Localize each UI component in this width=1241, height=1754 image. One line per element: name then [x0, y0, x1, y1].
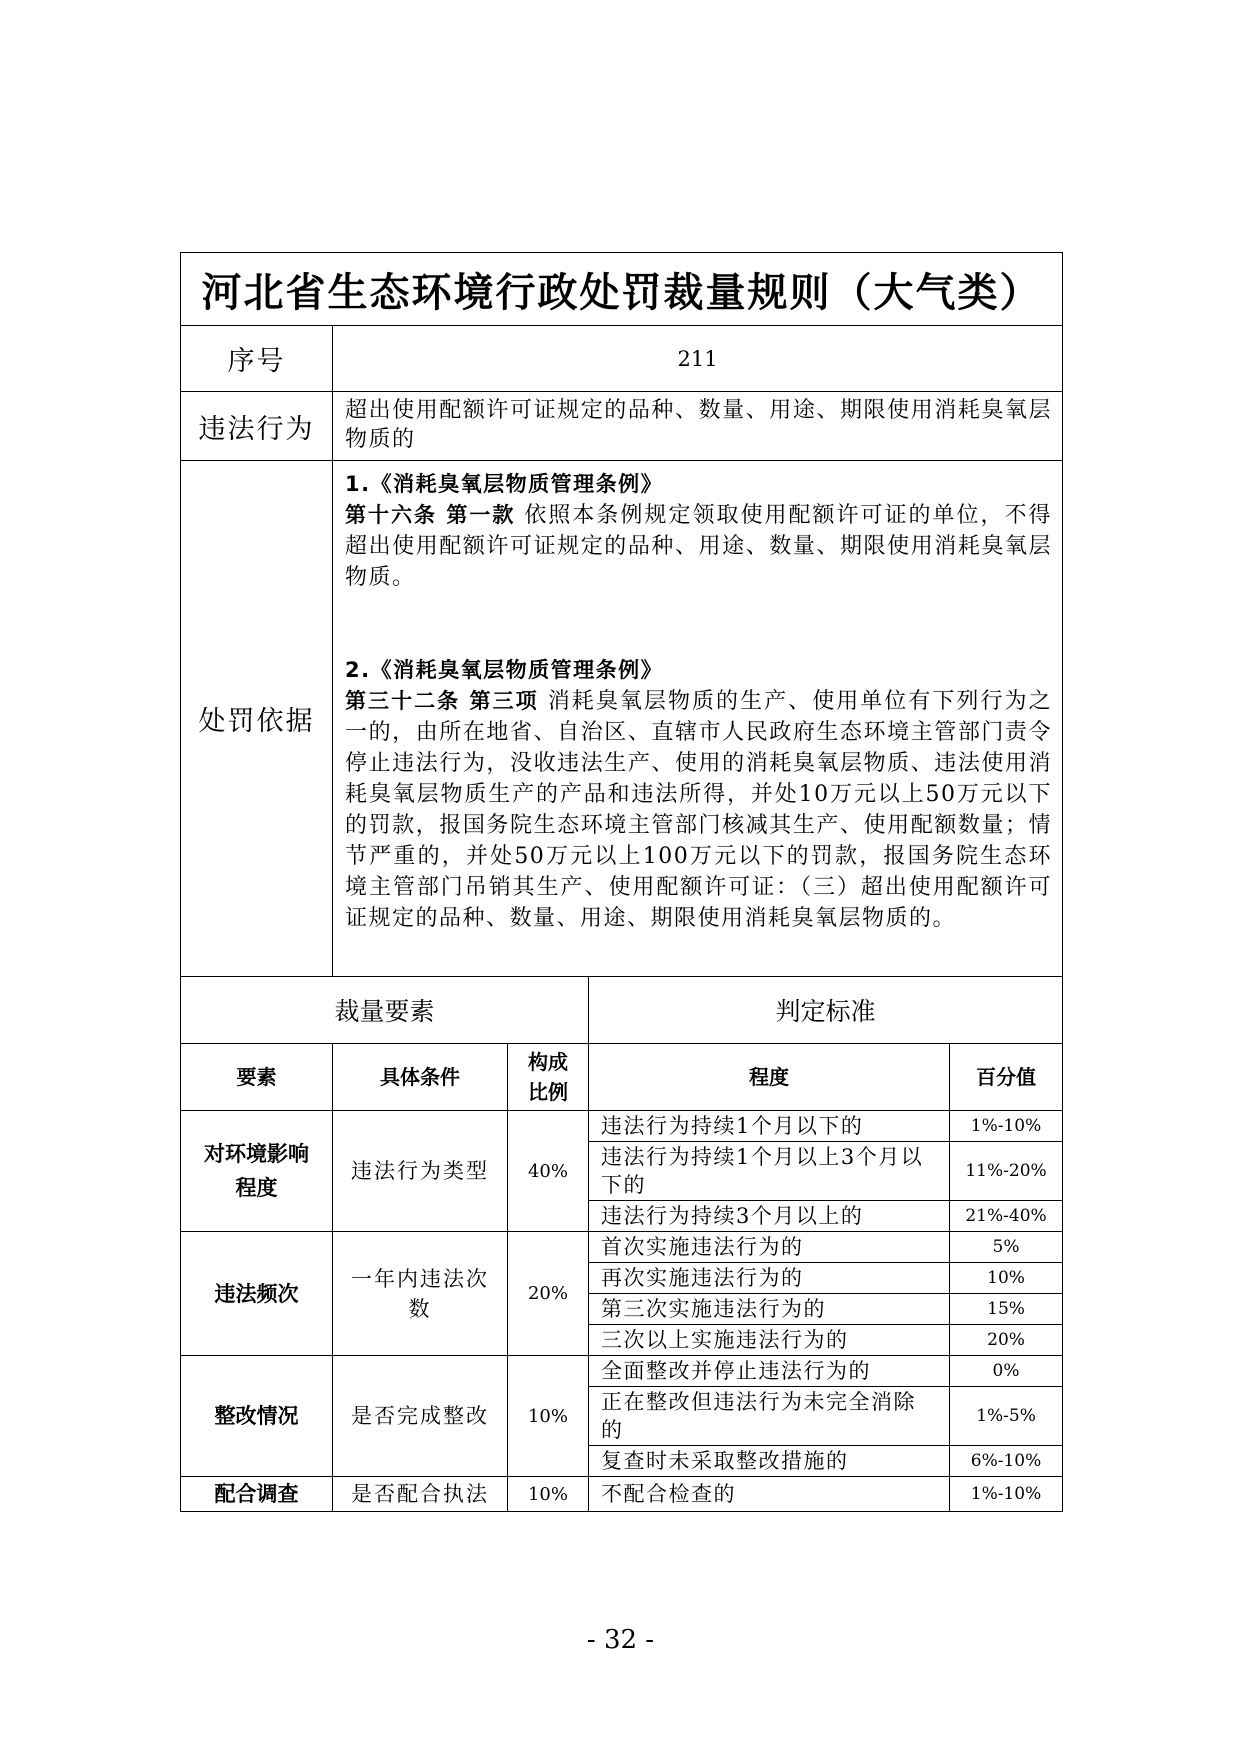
percent-value: 11%-20%	[950, 1142, 1063, 1201]
degree-text: 违法行为持续3个月以上的	[589, 1201, 950, 1232]
basis-law-title: 1.《消耗臭氧层物质管理条例》	[345, 472, 664, 496]
basis-law-title: 2.《消耗臭氧层物质管理条例》	[345, 658, 664, 682]
col-ratio	[508, 1044, 589, 1111]
col-percent: 百分值	[950, 1044, 1063, 1111]
violation-text: 超出使用配额许可证规定的品种、数量、用途、期限使用消耗臭氧层物质的	[333, 392, 1063, 461]
percent-value: 0%	[950, 1356, 1063, 1387]
degree-text: 正在整改但违法行为未完全消除的	[589, 1387, 950, 1446]
basis-label: 处罚依据	[181, 461, 333, 977]
degree-text: 违法行为持续1个月以下的	[589, 1111, 950, 1142]
degree-text: 复查时未采取整改措施的	[589, 1446, 950, 1477]
percent-value: 6%-10%	[950, 1446, 1063, 1477]
degree-text: 不配合检查的	[589, 1477, 950, 1512]
table-row	[181, 1111, 1063, 1142]
basis-article: 第十六条 第一款	[345, 503, 516, 527]
factor-condition: 一年内违法次数	[333, 1232, 508, 1356]
degree-text: 三次以上实施违法行为的	[589, 1325, 950, 1356]
factor-name: 违法频次	[181, 1232, 333, 1356]
factor-name: 整改情况	[181, 1356, 333, 1477]
factor-name: 配合调查	[181, 1477, 333, 1512]
discretion-factors-header: 裁量要素	[181, 977, 589, 1044]
percent-value: 20%	[950, 1325, 1063, 1356]
penalty-rule-table	[180, 252, 1063, 1512]
serial-value: 211	[333, 326, 1063, 392]
violation-label: 违法行为	[181, 392, 333, 461]
degree-text: 第三次实施违法行为的	[589, 1294, 950, 1325]
basis-clause-2	[345, 655, 1052, 934]
percent-value: 1%-10%	[950, 1477, 1063, 1512]
degree-text: 再次实施违法行为的	[589, 1263, 950, 1294]
percent-value: 1%-5%	[950, 1387, 1063, 1446]
table-row	[181, 1232, 1063, 1263]
table-row	[181, 1477, 1063, 1512]
factor-condition: 违法行为类型	[333, 1111, 508, 1232]
factor-ratio: 10%	[508, 1356, 589, 1477]
percent-value: 21%-40%	[950, 1201, 1063, 1232]
col-ratio-line1: 构成	[528, 1050, 568, 1074]
col-ratio-line2: 比例	[528, 1080, 568, 1104]
basis-clause-1	[345, 469, 1052, 593]
factor-ratio: 20%	[508, 1232, 589, 1356]
percent-value: 10%	[950, 1263, 1063, 1294]
factor-ratio: 10%	[508, 1477, 589, 1512]
basis-content	[333, 461, 1063, 977]
degree-text: 全面整改并停止违法行为的	[589, 1356, 950, 1387]
table-row	[181, 1356, 1063, 1387]
document-title: 河北省生态环境行政处罚裁量规则（大气类）	[181, 253, 1063, 326]
page-number: - 32 -	[586, 1625, 655, 1655]
percent-value: 5%	[950, 1232, 1063, 1263]
degree-text: 违法行为持续1个月以上3个月以下的	[589, 1142, 950, 1201]
col-condition: 具体条件	[333, 1044, 508, 1111]
factor-ratio: 40%	[508, 1111, 589, 1232]
basis-article: 第三十二条 第三项	[345, 689, 539, 713]
percent-value: 1%-10%	[950, 1111, 1063, 1142]
col-degree: 程度	[589, 1044, 950, 1111]
judgment-standard-header: 判定标准	[589, 977, 1063, 1044]
factor-condition: 是否完成整改	[333, 1356, 508, 1477]
col-factor: 要素	[181, 1044, 333, 1111]
percent-value: 15%	[950, 1294, 1063, 1325]
factor-name: 对环境影响程度	[181, 1111, 333, 1232]
degree-text: 首次实施违法行为的	[589, 1232, 950, 1263]
basis-article-text: 消耗臭氧层物质的生产、使用单位有下列行为之一的，由所在地省、自治区、直辖市人民政府生态环境主管部门责令停止违法行为，没收违法生产、使用的消耗臭氧层物质、违法使用消耗臭氧层物质生产的产品和违法所得，并处10万元以上50万元以下的罚款，报国务院生态环境主管部门核减其生产、使用配额数量；情节严重的，并处50万元以上100万元以下的罚款，报国务院生态环境主管部门吊销其生产、使用配额许可证：（三）超出使用配额许可证规定的品种、数量、用途、期限使用消耗臭氧层物质的。	[345, 689, 1053, 931]
factor-condition: 是否配合执法	[333, 1477, 508, 1512]
serial-label: 序号	[181, 326, 333, 392]
basis-article-text: 依照本条例规定领取使用配额许可证的单位，不得超出使用配额许可证规定的品种、用途、数量、期限使用消耗臭氧层物质。	[345, 503, 1053, 590]
